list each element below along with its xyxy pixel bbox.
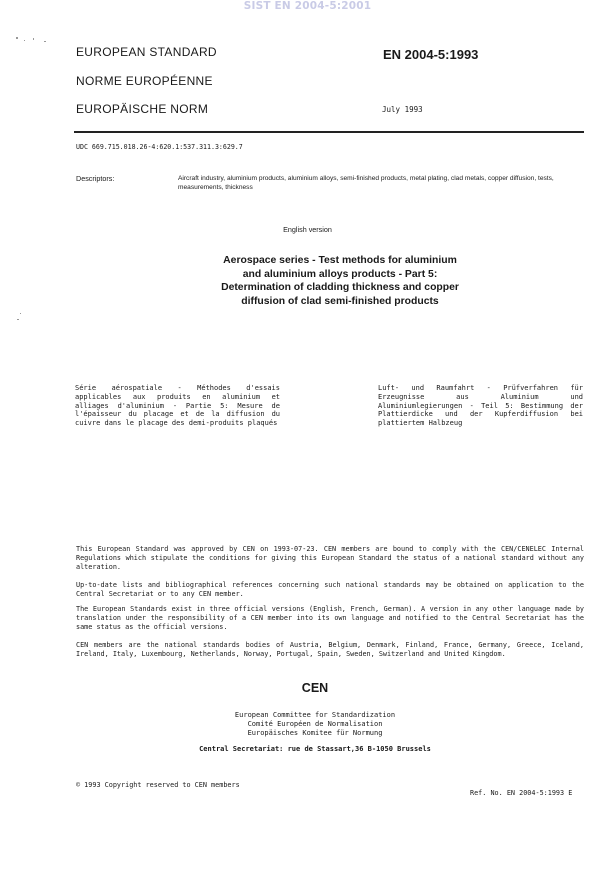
members-paragraph: CEN members are the national standards bodies of Austria, Belgium, Denmark, Finland, France, Germany, Greece, Iceland, Ireland, Italy, Luxembourg, Netherlands, Norway, Portugal, Spain, Sweden, Switzerland and United Kingdom. [76,641,584,658]
header-rule [74,131,584,133]
watermark: SIST EN 2004-5:2001 [243,0,372,12]
version-label: English version [283,225,332,234]
committee-line: Comité Européen de Normalisation [247,720,383,728]
copyright-notice: © 1993 Copyright reserved to CEN members [76,781,240,789]
committee-names [0,711,615,738]
german-title: Luft- und Raumfahrt - Prüfverfahren für Erzeugnisse aus Aluminium und Aluminiumlegierungen - Teil 5: Bestimmung der Plattierdicke und der Kupferdiffusion bei plattiertem Halbzeug [378,384,583,428]
scan-speck [16,37,18,39]
approval-paragraph: This European Standard was approved by CEN on 1993-07-23. CEN members are bound to comply with the CEN/CENELEC Internal Regulations which stipulate the conditions for giving this European Standard the status of a national standard without any alteration. [76,545,584,571]
scan-speck [33,38,34,40]
committee-line: Europäisches Komitee für Normung [247,729,383,737]
standard-title-en: EUROPEAN STANDARD [76,45,217,59]
publication-date: July 1993 [382,105,423,114]
committee-line: European Committee for Standardization [234,711,396,719]
descriptors-text: Aircraft industry, aluminium products, aluminium alloys, semi-finished products, metal plating, clad metals, copper diffusion, tests, measurements, thickness [178,175,554,191]
central-secretariat: Central Secretariat: rue de Stassart,36 B-1050 Brussels [199,745,431,753]
reference-number: Ref. No. EN 2004-5:1993 E [470,789,573,797]
document-title [120,254,560,308]
references-paragraph: Up-to-date lists and bibliographical references concerning such national standards may be obtained on application to the Central Secretariat or to any CEN member. [76,581,584,598]
cen-logo: CEN [301,681,329,695]
scan-speck [20,313,21,314]
scan-speck [17,319,19,320]
title-line: diffusion of clad semi-finished products [241,295,439,307]
scan-speck [24,40,25,41]
title-line: and aluminium alloys products - Part 5: [242,268,438,280]
french-title: Série aérospatiale - Méthodes d'essais applicables aux produits en aluminium et alliages d'aluminium - Partie 5: Mesure de l'épaisseur du placage et de la diffusion du cuivre dans le placage des demi-produits plaqués [75,384,280,428]
versions-paragraph: The European Standards exist in three official versions (English, French, German). A version in any other language made by translation under the responsibility of a CEN member into its own language and notified to the Central Secretariat has the same status as the official versions. [76,605,584,631]
standard-number: EN 2004-5:1993 [383,47,479,62]
title-line: Aerospace series - Test methods for aluminium [223,255,457,266]
scan-speck [44,41,46,42]
udc-code: UDC 669.715.018.26-4:620.1:537.311.3:629.7 [76,143,243,151]
standard-title-fr: NORME EUROPÉENNE [76,74,213,88]
title-line: Determination of cladding thickness and copper [221,282,459,294]
descriptors-label: Descriptors: [76,174,115,183]
standard-title-de: EUROPÄISCHE NORM [76,102,209,116]
